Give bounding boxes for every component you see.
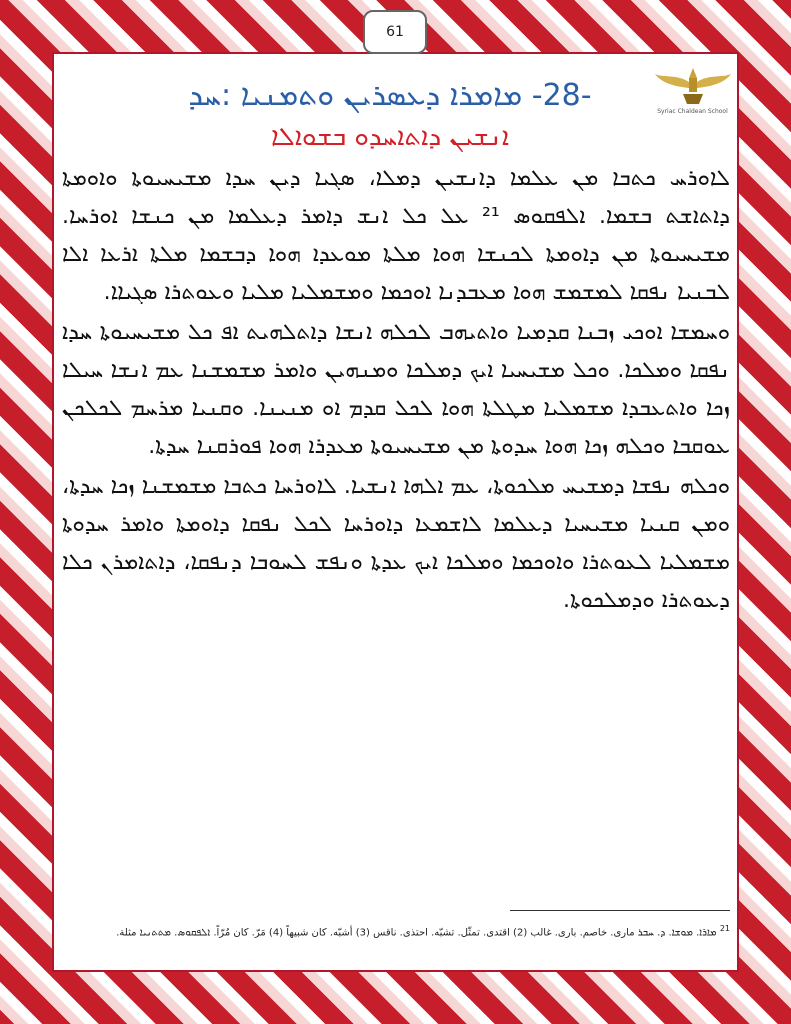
footnote-text: ܡܐܪܐ. ܡܘܫܐ. ܕ. ܚܒܪ مارى. خاصم. بارى. غالب (2) اقتدى. تمثّل. تشبّه. احتذى. ناقس (3) أشبّه. كان شبيهاً (4) مَرّ. كان مُرّاً. ܐܠܦܩܘܣ. ܡܬܬܢܝܐ مثلة. <box>116 927 717 939</box>
paragraph: ܠܐܘܪܚ ܟܬܒܐ ܡܢ ܥܠܡܐ ܕܐܢܫܝܢ ܕܡܠܐ، ܣܓܝܐ ܕܝܢ ܚܕܐ ܡܫܝܚܝܘܬܐ ܘܐܘܡܬܐ ܕܐܬܐܫܬ ܒܫܡܐ. ܐܠܦܩܘܣ ²¹ ܥܠ ܟܠ ܐܢܫ ܕܐܡܪ ܕܥܠܡܐ ܡܢ ܟܢܫܐ ܐܘܪܚܐ. ܡܫܝܚܝܘܬܐ ܡܢ ܕܐܘܡܬܐ ܠܟܢܫܐ ܗܘܐ ܡܠܬܐ ܡܘܥܕܐ ܗܘܐ ܕܒܫܡܐ ܡܠܬܐ ܐܪܥܐ ܐܠܐ ܠܒܢܝܐ ܢܦܩܐ ܠܡܫܡܫ ܗܘܐ ܡܥܒܕܢܐ ܐܘܟܡܐ ܘܡܫܡܠܝܐ ܡܠܝܐ ܘܥܘܬܪܐ ܣܓܝܐܐ. <box>62 166 730 305</box>
footnote-marker: 21 <box>719 924 730 933</box>
winged-emblem-icon <box>653 64 733 108</box>
lesson-title: -28- ܡܐܡܪܐ ܕܥܣܪܝܢ ܘܬܡܢܝܐ :ܚܕ <box>188 78 592 113</box>
logo-caption: Syriac Chaldean School <box>657 108 728 115</box>
paragraph: ܘܚܡܫܐ ܐܘܟܝ ܙܒܢܐ ܩܕܡܝܐ ܘܐܬܝܗܒ ܠܟܠܗ ܐܢܫܐ ܕܐܬܠܗܝܬ ܐܦ ܟܠ ܡܫܝܚܝܘܬܐ ܚܕܐ ܢܦܩܐ ܘܡܠܟܐ. ܘܟܠ ܡܫܝܚܝܐ ܐܝܟ ܕܡܠܟܐ ܘܡܢܗܝܢ ܘܐܡܪ ܡܫܡܫܢܐ ܥܡ ܐܢܫܐ ܚܝܠܐ ܙܟܐ ܘܐܬܥܒܕܐ ܡܫܡܠܝܐ ܡܛܠܬܐ ܗܘܐ ܠܟܠ ܩܕܡ ܐܘ ܡܢܝܢܐ. ܘܩܢܝܐ ܡܪܚܡ ܠܟܠܟܢ ܥܘܩܒܐ ܘܟܠܗ ܙܟܐ ܗܘܐ ܚܕܘܬܐ ܡܢ ܡܫܝܚܝܘܬܐ ܡܥܕܪܐ ܗܘܐ ܦܘܪܩܢܐ ܚܕܬܐ. <box>62 320 730 459</box>
paragraph: ܘܟܠܗ ܢܦܫܐ ܕܡܫܝܚ ܡܠܟܘܬܐ، ܥܡ ܐܠܗܐ ܐܢܫܝܐ. ܠܐܘܪܚܐ ܟܬܒܐ ܡܫܡܫܢܐ ܙܟܐ ܚܕܬܐ، ܘܡܢ ܩܢܝܐ ܡܫܝܚܝܐ ܕܥܠܡܐ ܠܐܫܡܥܐ ܕܐܘܪܚܐ ܠܟܠ ܢܦܩܐ ܕܐܘܡܬܐ ܘܐܡܪ ܚܕܘܬܐ ܡܫܡܠܝܐ ܠܥܘܬܪܐ ܘܐܘܟܡܐ ܘܡܠܟܐ ܐܝܟ ܥܕܬܐ ܘܢܦܫ ܠܚܘܒܐ ܕܢܦܩܐ، ܕܐܬܐܡܪܢ ܟܠܐ ܕܥܘܬܪܐ ܘܕܡܠܟܘܬܐ. <box>62 474 730 613</box>
page-number: 61 <box>363 10 427 54</box>
footnote <box>62 918 730 944</box>
lesson-subtitle: ܐܢܫܝܢ ܕܐܬܐܚܕܘ ܒܫܘܐܠܐ <box>270 122 510 152</box>
school-logo <box>645 64 740 126</box>
footnote-separator <box>510 910 730 911</box>
body-text <box>62 160 730 622</box>
